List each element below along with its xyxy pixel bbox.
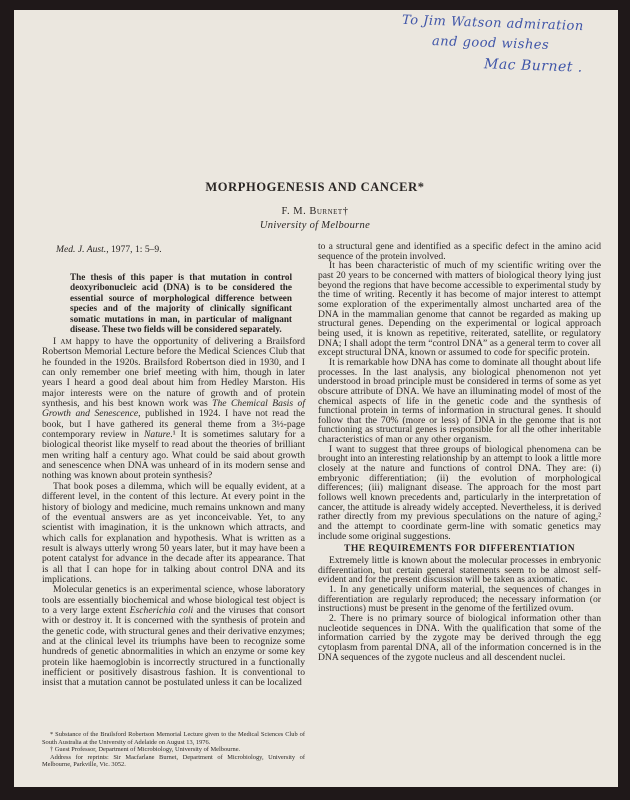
body-paragraph: It is remarkable how DNA has come to dominate all thought about life processes. In the last analysis, any biological phenomenon not yet understood in broad principle must be considered in terms of some as yet obscure attribute of DNA. We have an illuminating model of most of the chemical aspects of life in the genetic code and the synthesis of functional protein in terms of information in structural genes. It should follow that the 70% (more or less) of DNA in the genome that is not functioning as structural genes is responsible for all the other inheritable characteristics of man or any other organism. xyxy=(318,356,601,446)
italic-text: The Chemical Basis of Growth and Senescence xyxy=(42,398,306,420)
paragraph-continuation: to a structural gene and identified as a specific defect in the amino acid sequence of the protein involved. xyxy=(318,241,601,262)
section-heading: THE REQUIREMENTS FOR DIFFERENTIATION xyxy=(344,543,575,555)
handwritten-signature: Mac Burnet . xyxy=(483,56,584,76)
text-run: Molecular genetics is an experimental science, whose laboratory tools are essentially biochemical and whose biological test object is to a very large extent xyxy=(42,584,305,616)
citation xyxy=(56,244,162,255)
left-column xyxy=(42,337,305,689)
italic-text: Escherichia coli xyxy=(129,604,194,616)
body-paragraph xyxy=(42,482,305,585)
footnote: * Substance of the Brailsford Robertson Memorial Lecture given to the Medical Sciences Club of South Australia at the University of Adelaide on August 13, 1976. xyxy=(42,731,305,746)
handwritten-inscription-line-1: To Jim Watson admiration xyxy=(401,12,584,35)
footnote: † Guest Professor, Department of Microbiology, University of Melbourne. xyxy=(50,746,241,754)
numbered-point-2: 2. There is no primary source of biological information other than nucleotide sequences in DNA. With the qualification that some of the information carried by the zygote may be derived through the egg cytoplasm from parental DNA, all of the information concerned is in the DNA sequences of the zygote nucleus and all descendent nuclei. xyxy=(318,612,601,663)
text-run: I am xyxy=(53,336,72,347)
footnotes xyxy=(42,731,305,769)
right-column xyxy=(318,242,601,662)
citation-details: , 1977, 1: 5–9. xyxy=(106,244,162,255)
body-paragraph: I want to suggest that three groups of biological phenomena can be brought into an interesting relationship by an attempt to look a little more closely at the nature and functions of control DNA. They are: (i) embryonic differentiation; (ii) the evolution of morphological differences; (iii) malignant disease. The approach for the most part follows well known precedents and, particularly in the interpretation of cancer, the attitude is already widely accepted. Nevertheless, it is derived rather directly from my previous speculations on the nature of aging,² and the attempt to coordinate germ-line with somatic genetics may include some original suggestions. xyxy=(318,443,601,542)
body-paragraph: It has been characteristic of much of my scientific writing over the past 20 years to be concerned with matters of biological theory lying just beyond the regions that have become accessible to experimental study by the time of writing. Recently it has become of major interest to attempt some exploration of the experimentally almost uncharted area of the DNA in the mammalian genome that cannot be regarded as making up structural genes. Depending on the experimental or logical approach being used, it is known as repetitive, reiterated, satellite, or regulatory DNA; I shall adopt the term “control DNA” as a general term to cover all except structural DNA, known or assumed to code for specific protein. xyxy=(318,260,601,359)
text-run: , published in 1924. I have not read the book, but I have gathered its general theme from a 3½-page contemporary review in xyxy=(42,408,306,441)
text-run: happy to have the opportunity of delivering a Brailsford Robertson Memorial Lecture before the Medical Sciences Club that he founded in the 1920s. Brailsford Robertson died in 1930, and I can only remember one brief meeting with him, though in later years I heard a good deal about him from Hedley Marston. His major interests were on the nature of growth and of protein synthesis, and his best known work was xyxy=(42,336,305,410)
body-paragraph xyxy=(42,337,305,482)
text-run: and the viruses that consort with or destroy it. It is concerned with the synthesis of protein and the genetic code, with structural genes and their derivative enzymes; and at the clinical level its triumphs have been to recognize some hundreds of genetic abnormalities in which an enzyme or some key protein like haemoglobin is incorrectly structured in a functionally inefficient or positively disastrous fashion. It is conventional to insist that a mutation cannot be postulated unless it can be localized xyxy=(42,604,306,689)
article-affiliation: University of Melbourne xyxy=(259,220,371,231)
citation-journal: Med. J. Aust. xyxy=(56,244,107,255)
numbered-point-1: 1. In any genetically uniform material, the sequences of changes in differentiation are regularly reproduced; the necessary information (or instructions) must be present in the genome of the fertilized ovum. xyxy=(318,583,601,615)
italic-text: Nature xyxy=(144,429,171,441)
article-author: F. M. Burnet† xyxy=(281,206,349,217)
text-run: That book poses a dilemma, which will be equally evident, at a different level, in the content of this lecture. At every point in the history of biology and medicine, much remains unknown and many of the eventual answers are as yet inconceivable. Yet, to any scientist with imagination, it is the unknown which attracts, and which calls for explanation and hypothesis. What is written as a result is always utterly wrong 50 years later, but it may have been a potent catalyst for advance in the decade after its appearance. That is all that I can hope for in talking about control DNA and its implications. xyxy=(42,480,305,585)
body-paragraph xyxy=(42,585,305,688)
article-title: MORPHOGENESIS AND CANCER* xyxy=(205,180,425,194)
text-run: .¹ It is sometimes salutary for a biological theorist like myself to read about the theories of brilliant men writing half a century ago. What could be said about growth and senescence when DNA was unheard of in its modern sense and nothing was known about protein synthesis? xyxy=(42,429,305,482)
body-paragraph: Extremely little is known about the molecular processes in embryonic differentiation, but certain general statements seem to be almost self-evident and for the present discussion will be taken as axiomatic. xyxy=(318,555,601,586)
abstract: The thesis of this paper is that mutation in control deoxyribonucleic acid (DNA) is to be considered the essential source of morphological difference between species and of the majority of clinically significant somatic mutations in man, in particular of malignant disease. These two fields will be considered separately. xyxy=(70,272,292,335)
handwritten-inscription-line-2: and good wishes xyxy=(431,33,550,54)
footnote: Address for reprints: Sir Macfarlane Burnet, Department of Microbiology, University of Melbourne, Parkville, Vic. 3052. xyxy=(42,753,305,769)
